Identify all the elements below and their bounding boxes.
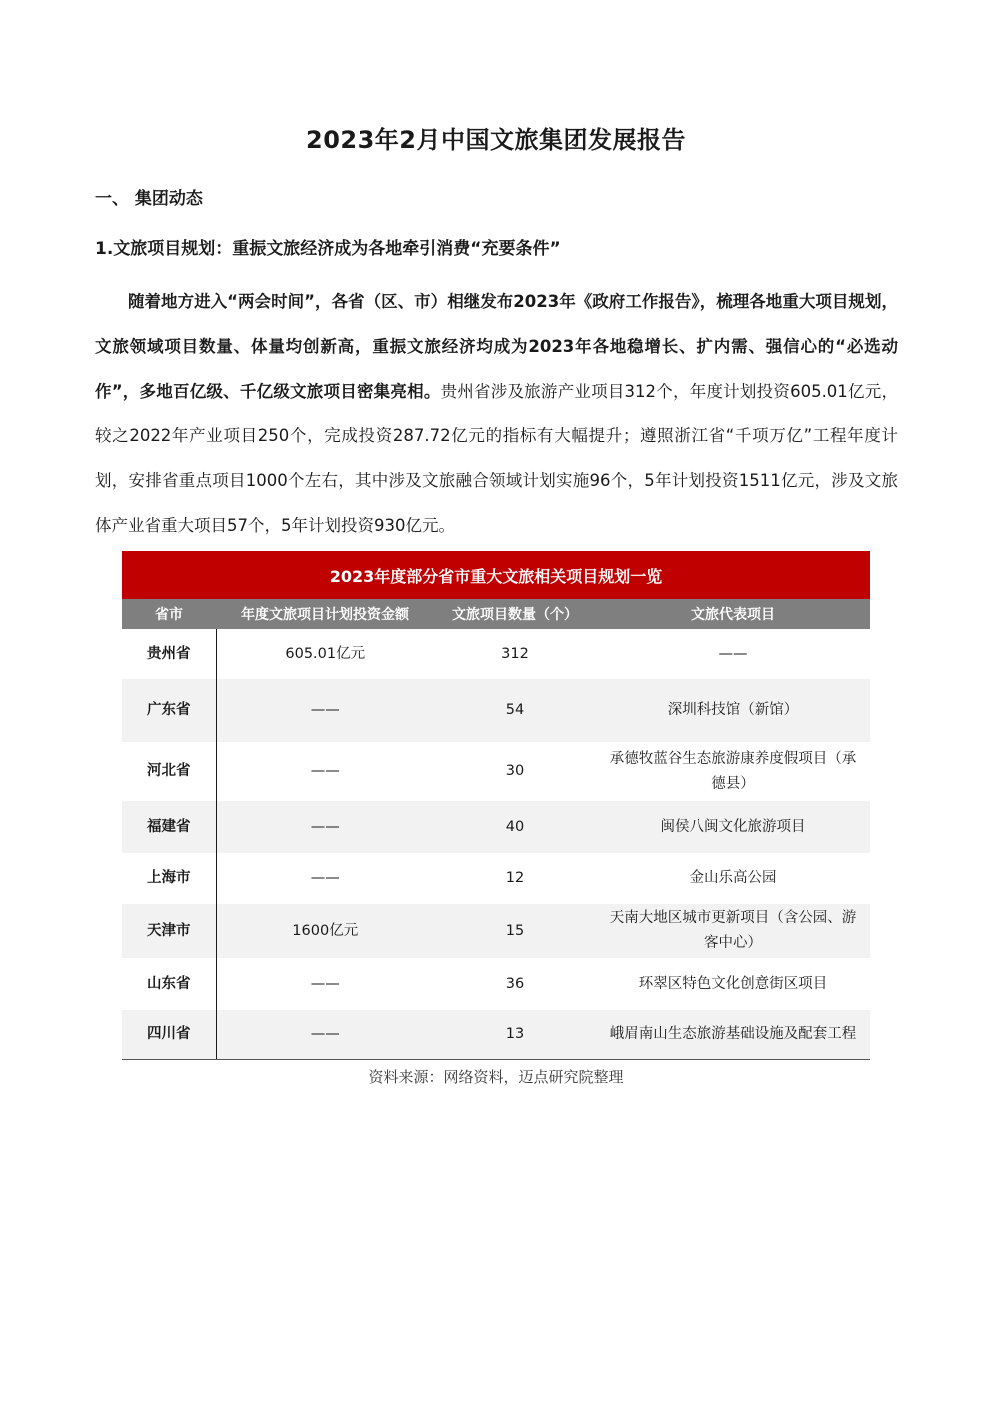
table-row [122,679,870,742]
subsection-heading: 1.文旅项目规划：重振文旅经济成为各地牵引消费“充要条件” [95,239,561,259]
cell-province: 河北省 [122,742,216,801]
section-heading: 一、 集团动态 [95,189,203,209]
header-count: 文旅项目数量（个） [434,599,596,629]
cell-count: 54 [434,679,596,742]
cell-province: 四川省 [122,1010,216,1059]
cell-count: 13 [434,1010,596,1059]
cell-count: 15 [434,904,596,958]
cell-project: 承德牧蓝谷生态旅游康养度假项目（承德县） [596,742,870,801]
cell-project: 金山乐高公园 [596,853,870,904]
cell-project: 闽侯八闽文化旅游项目 [596,801,870,853]
paragraph-normal-text: 贵州省涉及旅游产业项目312个，年度计划投资605.01亿元，较之2022年产业项目250个，完成投资287.72亿元的指标有大幅提升；遵照浙江省“千项万亿”工程年度计划，安排省重点项目1000个左右，其中涉及文旅融合领域计划实施96个，5年计划投资1511亿元，涉及文旅体产业省重大项目57个，5年计划投资930亿元。 [95,381,898,535]
cell-investment: —— [216,1010,434,1059]
table-row [122,1010,870,1059]
table-row [122,801,870,853]
cell-investment: —— [216,801,434,853]
table-caption: 2023年度部分省市重大文旅相关项目规划一览 [122,551,870,599]
cell-count: 30 [434,742,596,801]
table-header-row [122,599,870,629]
cell-investment: 605.01亿元 [216,629,434,679]
body-paragraph [95,280,898,549]
cell-investment: —— [216,679,434,742]
cell-count: 12 [434,853,596,904]
header-province: 省市 [122,599,216,629]
table-row [122,629,870,679]
cell-province: 上海市 [122,853,216,904]
cell-investment: —— [216,958,434,1010]
header-investment: 年度文旅项目计划投资金额 [216,599,434,629]
cell-project: 深圳科技馆（新馆） [596,679,870,742]
project-table-grid [122,599,870,1060]
cell-project: 天南大地区城市更新项目（含公园、游客中心） [596,904,870,958]
cell-province: 福建省 [122,801,216,853]
source-note: 资料来源：网络资料，迈点研究院整理 [368,1068,624,1086]
header-project: 文旅代表项目 [596,599,870,629]
cell-investment: —— [216,742,434,801]
cell-province: 贵州省 [122,629,216,679]
cell-investment: 1600亿元 [216,904,434,958]
cell-count: 36 [434,958,596,1010]
project-table [122,551,870,1060]
table-row [122,742,870,801]
page-title: 2023年2月中国文旅集团发展报告 [306,126,686,154]
cell-province: 山东省 [122,958,216,1010]
cell-count: 40 [434,801,596,853]
cell-project: 环翠区特色文化创意街区项目 [596,958,870,1010]
paragraph-bold-text: 随着地方进入“两会时间”，各省（区、市）相继发布2023年《政府工作报告》，梳理各地重大项目规划，文旅领域项目数量、体量均创新高，重振文旅经济均成为2023年各地稳增长、扩内需、强信心的“必选动作”，多地百亿级、千亿级文旅项目密集亮相。 [95,292,898,401]
table-row [122,958,870,1010]
cell-project: —— [596,629,870,679]
cell-count: 312 [434,629,596,679]
cell-investment: —— [216,853,434,904]
cell-province: 广东省 [122,679,216,742]
cell-project: 峨眉南山生态旅游基础设施及配套工程 [596,1010,870,1059]
cell-province: 天津市 [122,904,216,958]
table-row [122,904,870,958]
table-row [122,853,870,904]
